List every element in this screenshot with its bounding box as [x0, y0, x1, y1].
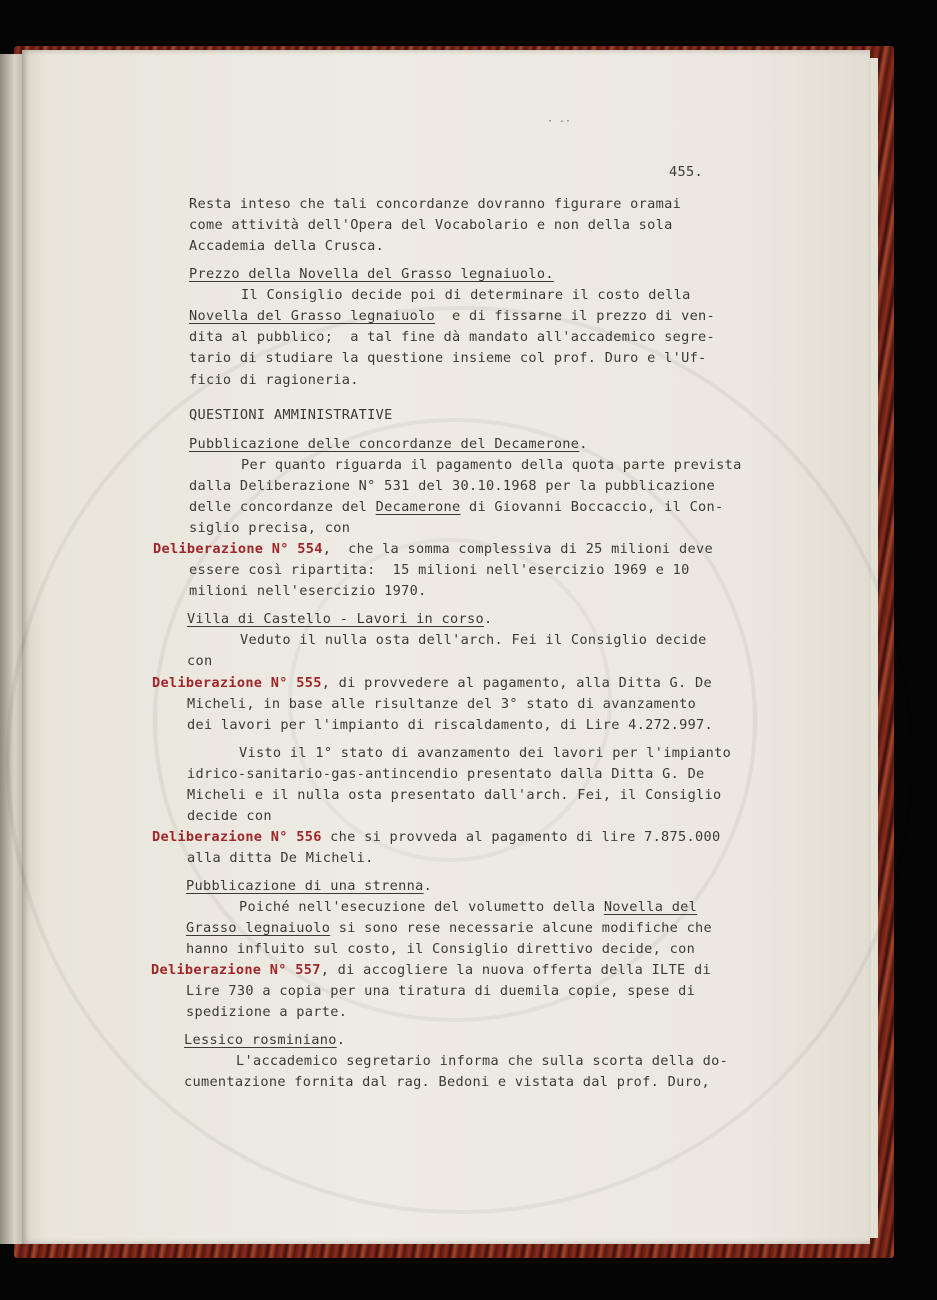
- text-line: [187, 787, 722, 803]
- facing-page-edge: [0, 54, 24, 1244]
- text-line: [187, 850, 374, 866]
- text-segment: delle concordanze del: [189, 499, 376, 515]
- text-line: [189, 196, 681, 212]
- text-line: [189, 308, 715, 324]
- text-segment: siglio precisa, con: [189, 520, 351, 536]
- text-segment: milioni nell'esercizio 1970.: [189, 583, 427, 599]
- underlined-heading: Pubblicazione delle concordanze del Decamerone: [189, 436, 580, 452]
- text-segment: tario di studiare la questione insieme col prof. Duro e l'Uf-: [189, 350, 707, 366]
- underlined-heading: Novella del Grasso legnaiuolo: [189, 308, 436, 324]
- deliberation-ref: Deliberazione N° 554: [153, 541, 323, 557]
- text-segment: che si provveda al pagamento di lire 7.875.000: [321, 829, 721, 845]
- text-segment: Poiché nell'esecuzione del volumetto della: [239, 899, 604, 915]
- text-segment: .: [483, 611, 493, 627]
- text-line: [187, 611, 492, 627]
- text-segment: Veduto il nulla osta dell'arch. Fei il Consiglio decide: [240, 632, 707, 648]
- text-segment: Resta inteso che tali concordanze dovranno figurare oramai: [189, 196, 682, 212]
- text-line: [189, 520, 350, 536]
- text-line: [236, 1053, 728, 1069]
- text-line: [189, 583, 427, 599]
- text-line: [189, 238, 384, 254]
- text-line: [151, 962, 711, 978]
- underlined-heading: Grasso legnaiuolo: [186, 920, 331, 936]
- underlined-heading: Prezzo della Novella del Grasso legnaiuolo.: [189, 266, 554, 282]
- speck-mark: · -·: [547, 116, 572, 127]
- text-line: [189, 329, 715, 345]
- text-segment: Visto il 1° stato di avanzamento dei lavori per l'impianto: [239, 745, 732, 761]
- text-segment: essere così ripartita: 15 milioni nell'esercizio 1969 e 10: [189, 562, 690, 578]
- text-line: [189, 562, 690, 578]
- text-segment: QUESTIONI AMMINISTRATIVE: [189, 407, 393, 423]
- text-line: [184, 1074, 710, 1090]
- text-line: [189, 436, 588, 452]
- text-segment: con: [187, 653, 213, 669]
- text-segment: L'accademico segretario informa che sulla scorta della do-: [236, 1053, 729, 1069]
- text-segment: Per quanto riguarda il pagamento della quota parte prevista: [241, 457, 742, 473]
- text-line: [152, 675, 712, 691]
- text-segment: Lire 730 a copia per una tiratura di duemila copie, spese di: [186, 983, 696, 999]
- text-segment: , che la somma complessiva di 25 milioni deve: [322, 541, 713, 557]
- text-line: [239, 745, 731, 761]
- text-line: [186, 920, 712, 936]
- text-line: [186, 983, 695, 999]
- underlined-heading: Pubblicazione di una strenna: [186, 878, 424, 894]
- text-segment: Micheli, in base alle risultanze del 3° stato di avanzamento: [187, 696, 697, 712]
- text-line: [187, 766, 705, 782]
- text-line: [153, 541, 713, 557]
- text-segment: spedizione a parte.: [186, 1004, 348, 1020]
- text-line: [241, 287, 691, 303]
- text-segment: cumentazione fornita dal rag. Bedoni e vistata dal prof. Duro,: [184, 1074, 711, 1090]
- deliberation-ref: Deliberazione N° 556: [152, 829, 322, 845]
- text-line: [187, 808, 272, 824]
- text-line: [189, 407, 393, 423]
- text-segment: Accademia della Crusca.: [189, 238, 385, 254]
- text-segment: dita al pubblico; a tal fine dà mandato all'accademico segre-: [189, 329, 716, 345]
- text-segment: alla ditta De Micheli.: [187, 850, 374, 866]
- text-line: [241, 457, 742, 473]
- text-segment: idrico-sanitario-gas-antincendio presentato dalla Ditta G. De: [187, 766, 705, 782]
- text-line: [189, 372, 359, 388]
- text-line: [187, 696, 696, 712]
- text-segment: , di provvedere al pagamento, alla Ditta G. De: [321, 675, 712, 691]
- text-line: [187, 717, 713, 733]
- text-line: [186, 941, 695, 957]
- text-segment: dei lavori per l'impianto di riscaldamento, di Lire 4.272.997.: [187, 717, 714, 733]
- text-segment: dalla Deliberazione N° 531 del 30.10.1968 per la pubblicazione: [189, 478, 716, 494]
- text-segment: hanno influito sul costo, il Consiglio direttivo decide, con: [186, 941, 696, 957]
- text-line: [187, 653, 212, 669]
- text-segment: ficio di ragioneria.: [189, 372, 359, 388]
- page-number: 455.: [669, 164, 703, 180]
- text-segment: si sono rese necessarie alcune modifiche che: [330, 920, 713, 936]
- text-line: [186, 1004, 347, 1020]
- text-segment: Il Consiglio decide poi di determinare il costo della: [241, 287, 691, 303]
- text-line: [189, 266, 554, 282]
- text-line: [189, 478, 715, 494]
- text-line: [152, 829, 720, 845]
- text-line: [239, 899, 697, 915]
- underlined-heading: Novella del: [603, 899, 698, 915]
- text-line: [186, 878, 432, 894]
- text-line: [189, 217, 673, 233]
- text-line: [184, 1032, 345, 1048]
- text-segment: decide con: [187, 808, 272, 824]
- deliberation-ref: Deliberazione N° 557: [151, 962, 321, 978]
- text-segment: .: [336, 1032, 346, 1048]
- underlined-heading: Villa di Castello - Lavori in corso: [187, 611, 484, 627]
- text-segment: Micheli e il nulla osta presentato dall'arch. Fei, il Consiglio: [187, 787, 722, 803]
- text-segment: , di accogliere la nuova offerta della ILTE di: [320, 962, 711, 978]
- text-segment: come attività dell'Opera del Vocabolario e non della sola: [189, 217, 673, 233]
- underlined-heading: Decamerone: [375, 499, 461, 515]
- text-segment: .: [423, 878, 433, 894]
- text-segment: .: [579, 436, 588, 452]
- text-line: [189, 499, 724, 515]
- deliberation-ref: Deliberazione N° 555: [152, 675, 322, 691]
- underlined-heading: Lessico rosminiano: [184, 1032, 337, 1048]
- text-segment: e di fissarne il prezzo di ven-: [435, 308, 716, 324]
- text-segment: di Giovanni Boccaccio, il Con-: [460, 499, 724, 515]
- text-line: [240, 632, 707, 648]
- text-line: [189, 350, 707, 366]
